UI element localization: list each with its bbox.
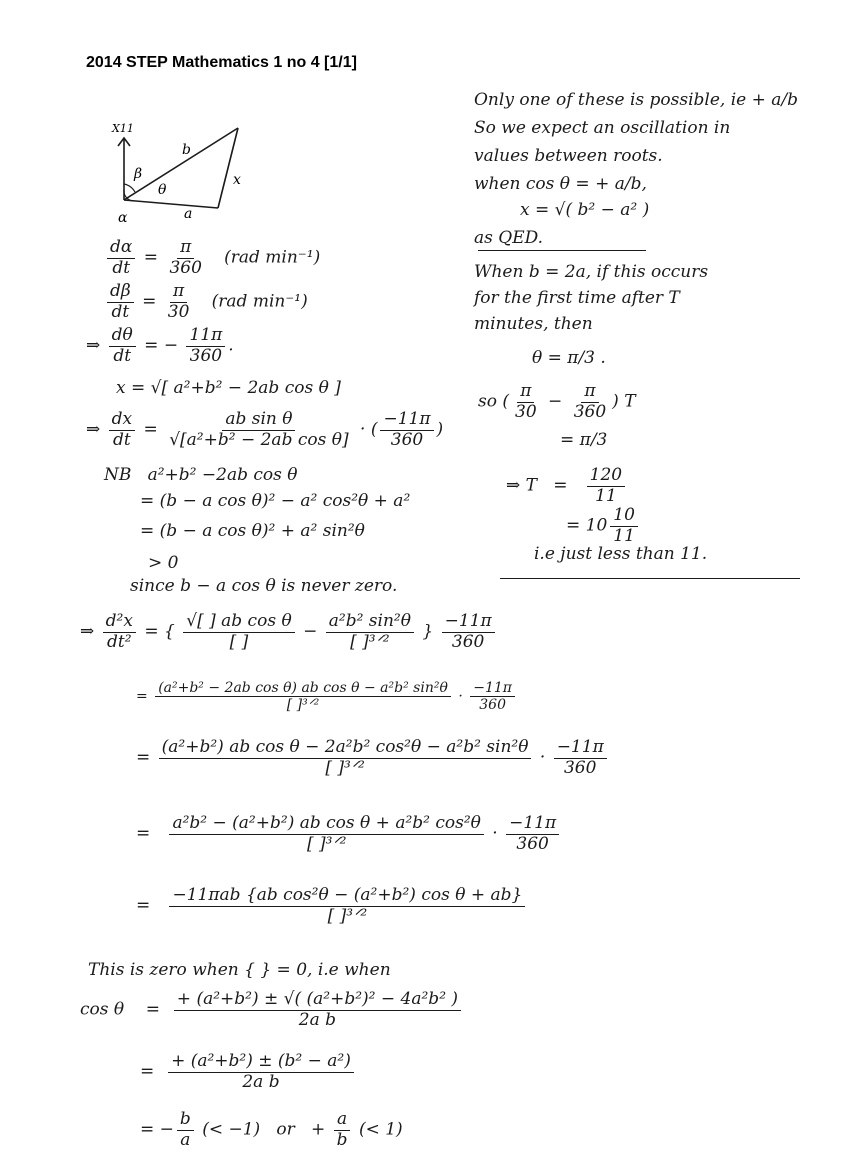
axis-label: X11: [112, 122, 134, 135]
side-a-line: [124, 200, 218, 208]
right-line-6: as QED.: [474, 228, 544, 248]
right-line-4: when cos θ = + a/b,: [474, 174, 647, 194]
right-line-11: so ( $\frac{\pi}{30}$ − $\frac{\pi}{360}$ ) T: [478, 381, 636, 422]
side-x-label: x: [233, 172, 241, 188]
nb-line-1: NB a²+b² −2ab cos θ: [104, 465, 298, 485]
cos-theta-roots: = − $\frac{b}{a}$ (< −1) or + $\frac{a}{b}$ (< 1): [140, 1109, 403, 1150]
side-x-line: [218, 128, 238, 208]
right-line-8: for the first time after T: [474, 288, 680, 308]
dtheta-dt-equation: ⇒ $\frac{d\theta}{dt}$ = − $\frac{11\pi}{360}$ .: [86, 325, 234, 366]
nb-line-5: since b − a cos θ is never zero.: [130, 576, 398, 596]
dx-dt-equation: ⇒ $\frac{dx}{dt}$ = $\frac{\text{ab sin θ}}{\text{√[a²+b² − 2ab cos θ]}}$ · ( $\frac{-11\pi}{360}$ ): [86, 409, 444, 450]
right-line-13: ⇒ T = $\frac{120}{11}$: [506, 466, 628, 506]
dbeta-dt-equation: $\frac{d\beta}{dt}$ = $\frac{\pi}{30}$ (rad min⁻¹): [104, 282, 308, 322]
beta-arc: [124, 184, 135, 192]
divider-line-2: [500, 578, 800, 579]
second-derivative-line-5: = $\frac{\text{−11πab \{ab cos²θ − (a²+b²) cos θ + ab\}}}{\text{[ ]³ᐟ²}}$: [136, 886, 528, 926]
right-line-10: θ = π/3 .: [532, 348, 606, 368]
second-derivative-line-4: = $\frac{\text{a²b² − (a²+b²) ab cos θ + a²b² cos²θ}}{\text{[ ]³ᐟ²}}$ · $\frac{-11\pi}{360}$: [136, 814, 562, 854]
right-line-3: values between roots.: [474, 146, 663, 166]
beta-label: β: [134, 166, 143, 182]
right-line-1: Only one of these is possible, ie + a/b: [474, 90, 798, 110]
theta-label: θ: [158, 182, 167, 198]
triangle-diagram: [108, 118, 268, 228]
zero-condition-text: This is zero when { } = 0, i.e when: [88, 960, 391, 980]
divider-line-1: [478, 250, 646, 251]
right-line-15: i.e just less than 11.: [534, 544, 708, 564]
x-definition: x = √[ a²+b² − 2ab cos θ ]: [116, 378, 341, 398]
alpha-label: α: [118, 210, 128, 226]
right-line-12: = π/3: [560, 430, 608, 450]
side-a-label: a: [184, 206, 193, 222]
second-derivative-line-2: = $\frac{\text{(a²+b² − 2ab cos θ) ab cos θ − a²b² sin²θ}}{\text{[ ]³ᐟ²}}$ · $\frac{-11\pi}{360}$: [136, 680, 518, 713]
dalpha-dt-equation: $\frac{d\alpha}{dt}$ = $\frac{\pi}{360}$ (rad min⁻¹): [104, 238, 320, 278]
nb-line-3: = (b − a cos θ)² + a² sin²θ: [140, 521, 365, 541]
right-line-9: minutes, then: [474, 314, 593, 334]
right-line-2: So we expect an oscillation in: [474, 118, 731, 138]
nb-line-4: > 0: [148, 553, 179, 573]
side-b-line: [124, 128, 238, 200]
page-title: 2014 STEP Mathematics 1 no 4 [1/1]: [86, 54, 357, 71]
right-line-7: When b = 2a, if this occurs: [474, 262, 709, 282]
side-b-label: b: [182, 142, 191, 158]
cos-theta-simplified: = $\frac{\text{+ (a²+b²) ± (b² − a²)}}{\text{2a b}}$: [140, 1052, 357, 1092]
second-derivative-line-3: = $\frac{\text{(a²+b²) ab cos θ − 2a²b² cos²θ − a²b² sin²θ}}{\text{[ ]³ᐟ²}}$ · $\frac{-11\pi}{360}$: [136, 738, 610, 778]
right-line-5: x = √( b² − a² ): [520, 200, 650, 220]
second-derivative-line-1: ⇒ $\frac{\text{d²x}}{\text{dt²}}$ = { $\frac{\text{√[ ] ab cos θ}}{[ ]}$ − $\frac{\text{a²b² sin²θ}}{\text{[ ]³ᐟ²}}$ } $\frac{-11\pi}{360}$: [80, 612, 498, 652]
nb-line-2: = (b − a cos θ)² − a² cos²θ + a²: [140, 491, 411, 511]
cos-theta-quadratic: cos θ = $\frac{\text{+ (a²+b²) ± √( (a²+b²)² − 4a²b² )}}{\text{2a b}}$: [80, 990, 464, 1030]
right-line-14: = 10 $\frac{10}{11}$: [566, 506, 641, 546]
